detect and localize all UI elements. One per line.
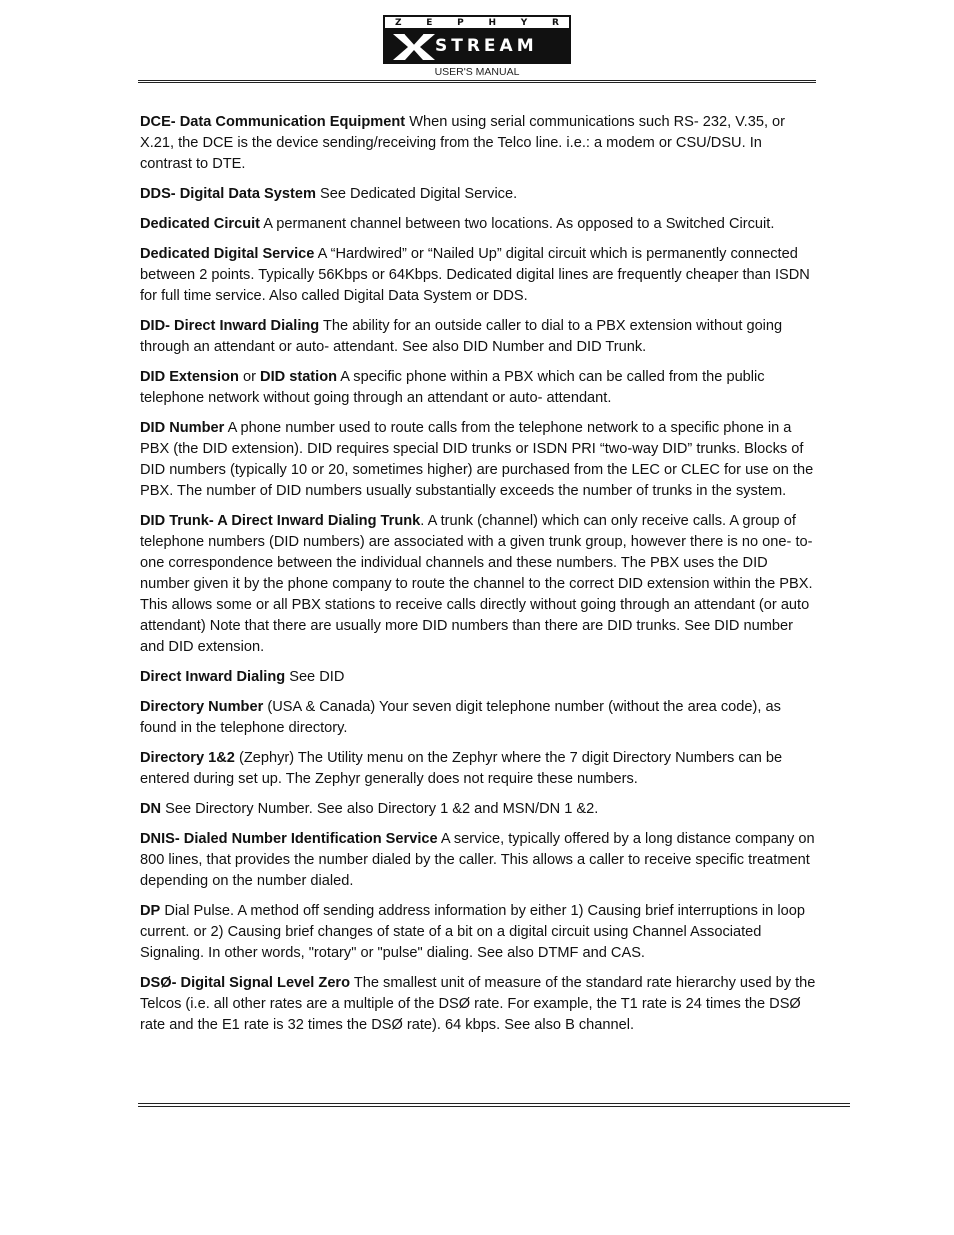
glossary-term-alt: DID station <box>260 369 338 385</box>
glossary-term: DNIS- Dialed Number Identification Service <box>140 831 438 847</box>
glossary-term: DID Trunk- A Direct Inward Dialing Trunk <box>140 513 421 529</box>
glossary-definition: A service, typically offered by a long distance company on 800 lines, that provides the number dialed by the caller. This allows a caller to receive specific treatment depending on the number dialed. <box>140 831 815 889</box>
glossary-entry <box>140 829 816 892</box>
users-manual-label: USER'S MANUAL <box>434 66 520 78</box>
glossary-term: Directory 1&2 <box>140 750 235 766</box>
glossary-definition: Dial Pulse. A method off sending address information by either 1) Causing brief interruptions in loop current. or 2) Causing brief changes of state of a bit on a digital circuit using Channel Associated Signaling. In other words, "rotary" or "pulse" dialing. See also DTMF and CAS. <box>140 903 805 961</box>
glossary-term: DP <box>140 903 161 919</box>
glossary-term: Dedicated Digital Service <box>140 246 315 262</box>
glossary-definition: A specific phone within a PBX which can be called from the public telephone network without going through an attendant or auto- attendant. <box>140 369 765 406</box>
glossary-entry <box>140 748 816 790</box>
glossary-definition: A “Hardwired” or “Nailed Up” digital circuit which is permanently connected between 2 points. Typically 56Kbps or 64Kbps. Dedicated digital lines are frequently cheaper than ISDN for full time service. Also called Digital Data System or DDS. <box>140 246 810 304</box>
glossary-entry <box>140 511 816 658</box>
logo-letter: E <box>426 17 433 28</box>
glossary-content <box>140 112 816 1045</box>
glossary-entry <box>140 184 816 205</box>
glossary-definition: See DID <box>285 669 345 685</box>
glossary-term: DCE- Data Communication Equipment <box>140 114 406 130</box>
glossary-definition: (Zephyr) The Utility menu on the Zephyr where the 7 digit Directory Numbers can be entered during set up. The Zephyr generally does not require these numbers. <box>140 750 783 787</box>
glossary-definition: See Dedicated Digital Service. <box>315 186 518 202</box>
glossary-definition: . A trunk (channel) which can only receive calls. A group of telephone numbers (DID numbers) are associated with a given trunk group, however there is no one- to- one correspondence between the individual channels and these numbers. The PBX uses the DID number given it by the phone company to route the channel to the correct DID extension within the PBX. This allows some or all PBX stations to receive calls directly without going through an attendant (or auto attendant) Note that there are usually more DID numbers than there are DID trunks. See DID number and DID extension. <box>140 513 813 655</box>
glossary-entry <box>140 316 816 358</box>
logo-xstream-band <box>383 30 571 64</box>
glossary-definition: The smallest unit of measure of the standard rate hierarchy used by the Telcos (i.e. all other rates are a multiple of the DSØ rate. For example, the T1 rate is 24 times the DSØ rate and the E1 rate is 32 times the DSØ rate). 64 kbps. See also B channel. <box>140 975 816 1033</box>
glossary-term: DID Extension <box>140 369 239 385</box>
glossary-definition: When using serial communications such RS- 232, V.35, or X.21, the DCE is the device sending/receiving from the Telco line. i.e.: a modem or CSU/DSU. In contrast to DTE. <box>140 114 786 172</box>
glossary-entry <box>140 112 816 175</box>
glossary-term: Directory Number <box>140 699 264 715</box>
glossary-entry <box>140 244 816 307</box>
glossary-term: DDS- Digital Data System <box>140 186 316 202</box>
glossary-definition: (USA & Canada) Your seven digit telephone number (without the area code), as found in the telephone directory. <box>140 699 781 736</box>
glossary-entry <box>140 697 816 739</box>
header-divider <box>138 80 816 83</box>
glossary-entry <box>140 214 816 235</box>
logo-zephyr-band <box>383 15 571 30</box>
glossary-entry <box>140 901 816 964</box>
glossary-definition: A phone number used to route calls from the telephone network to a specific phone in a PBX (the DID extension). DID requires special DID trunks or ISDN PRI “two-way DID” trunks. Blocks of DID numbers (typically 10 or 20, sometimes higher) are purchased from the LEC or CLEC for use on the PBX. The number of DID numbers usually substantially exceeds the number of trunks in the system. <box>140 420 814 499</box>
glossary-term: DID- Direct Inward Dialing <box>140 318 320 334</box>
glossary-term: DSØ- Digital Signal Level Zero <box>140 975 351 991</box>
logo-letter: Y <box>520 17 528 28</box>
glossary-term: DID Number <box>140 420 225 436</box>
glossary-term-joiner: or <box>238 369 261 385</box>
logo-letter: R <box>552 17 559 28</box>
glossary-term: Dedicated Circuit <box>140 216 261 232</box>
logo-letter: H <box>488 17 497 28</box>
logo-stream-text: STREAM <box>435 36 538 56</box>
glossary-entry <box>140 667 816 688</box>
glossary-term: DN <box>140 801 162 817</box>
logo-x-icon <box>391 32 437 62</box>
glossary-definition: A permanent channel between two locations. As opposed to a Switched Circuit. <box>260 216 775 232</box>
glossary-entry <box>140 973 816 1036</box>
glossary-term: Direct Inward Dialing <box>140 669 286 685</box>
glossary-entry <box>140 418 816 502</box>
glossary-definition: See Directory Number. See also Directory 1 &2 and MSN/DN 1 &2. <box>161 801 599 817</box>
footer-divider <box>138 1103 850 1107</box>
glossary-entry <box>140 799 816 820</box>
logo-letter: P <box>457 17 464 28</box>
glossary-entry <box>140 367 816 409</box>
logo-letter: Z <box>395 17 402 28</box>
zephyr-xstream-logo <box>383 15 571 64</box>
glossary-definition: The ability for an outside caller to dial to a PBX extension without going through an attendant or auto- attendant. See also DID Number and DID Trunk. <box>140 318 783 355</box>
